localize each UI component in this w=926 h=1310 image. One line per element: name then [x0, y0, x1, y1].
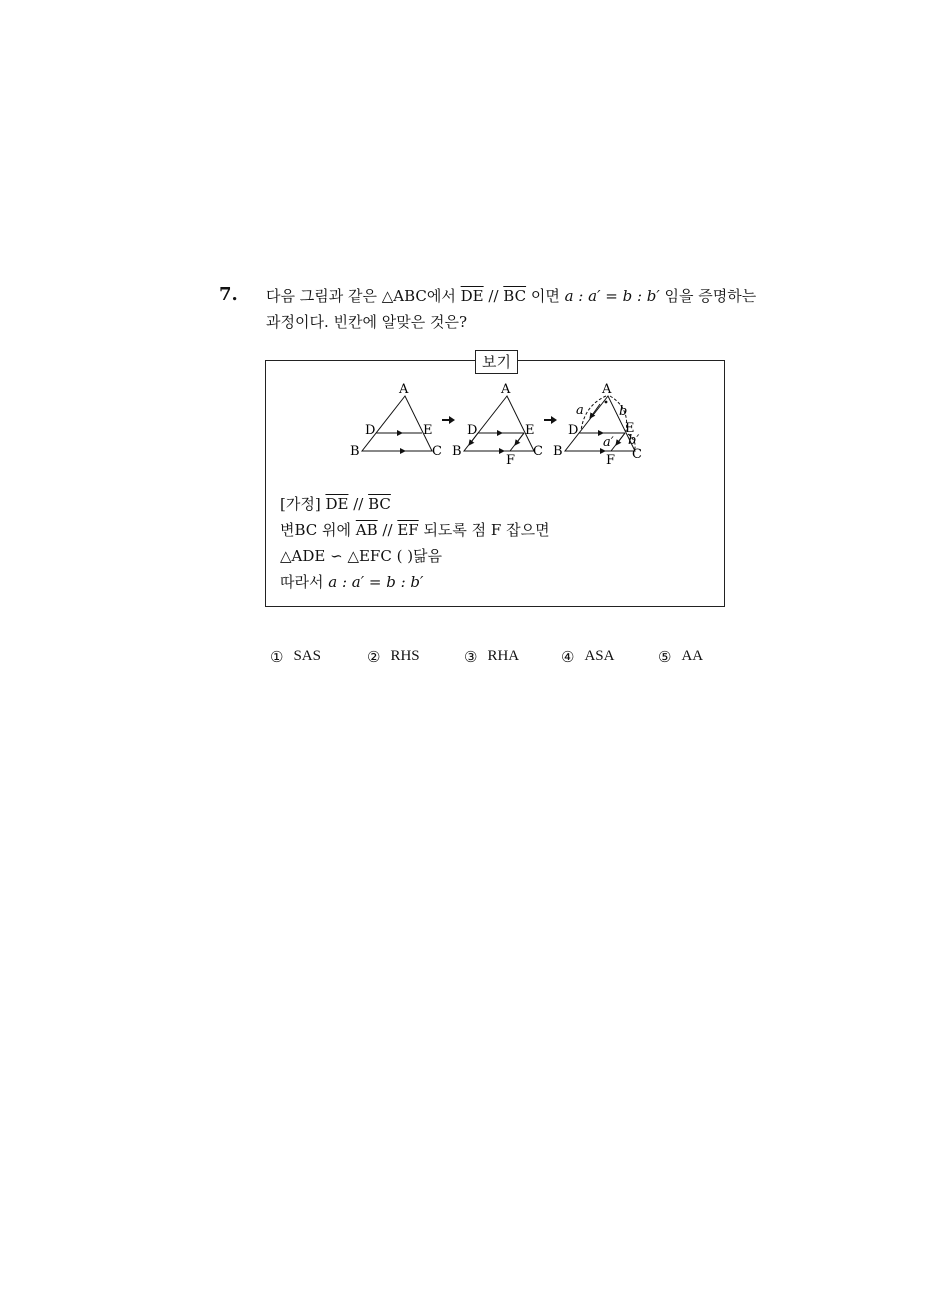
choice-3[interactable] — [464, 648, 561, 667]
choice-2-number: ② — [367, 650, 381, 666]
label-d-1: D — [365, 423, 376, 438]
example-box-title: 보기 — [475, 350, 518, 374]
choice-1-number: ① — [270, 650, 284, 666]
label-b-2: B — [452, 444, 462, 459]
choice-5[interactable] — [658, 648, 755, 667]
label-side-b-prime: b′ — [628, 433, 640, 448]
label-a-2: A — [501, 382, 511, 397]
proof-line-2 — [280, 520, 550, 540]
answer-choices — [270, 648, 755, 667]
proof-parallel-2: // — [377, 521, 398, 539]
angle-mark-3 — [605, 401, 608, 404]
label-e-1: E — [423, 423, 433, 438]
proof-formula: a : a′ = b : b′ — [328, 573, 424, 591]
label-side-a-prime: a′ — [603, 435, 614, 450]
step-arrow-2 — [544, 416, 557, 424]
label-c-1: C — [432, 444, 442, 459]
proof-line-4 — [280, 572, 423, 592]
question-number: 7. — [219, 284, 238, 305]
proof-segment-bc: $\overline{BC}$ — [368, 495, 391, 513]
label-b-3: B — [553, 444, 563, 459]
proof-suffix-2: 되도록 점 F 잡으면 — [418, 521, 550, 539]
label-d-3: D — [568, 423, 579, 438]
choice-3-text: RHA — [487, 648, 520, 664]
ratio-formula: a : a′ = b : b′ — [564, 287, 660, 305]
step-arrow-1 — [442, 416, 455, 424]
choice-4-text: ASA — [584, 648, 615, 664]
proof-prefix-2: 변BC 위에 — [280, 521, 356, 539]
proof-segment-ab: $\overline{AB}$ — [355, 521, 378, 539]
label-e-2: E — [525, 423, 535, 438]
label-c-3: C — [632, 447, 642, 462]
arrow-ef-2 — [515, 433, 524, 445]
proof-line-3: △ADE ∽ △EFC ( )닮음 — [280, 547, 443, 565]
choice-1[interactable] — [270, 648, 367, 667]
proof-parallel-1: // — [348, 495, 369, 513]
proof-segment-ef: $\overline{EF}$ — [397, 521, 419, 539]
question-line-1 — [266, 286, 756, 306]
label-e-3: E — [625, 421, 635, 436]
segment-de: $\overline{DE}$ — [460, 287, 484, 305]
label-side-b: b — [619, 404, 628, 419]
choice-5-text: AA — [681, 648, 704, 664]
choice-4-number: ④ — [561, 650, 575, 666]
question-text-b: 이면 — [526, 287, 565, 305]
proof-segment-de: $\overline{DE}$ — [325, 495, 349, 513]
proof-prefix-4: 따라서 — [280, 573, 329, 591]
question-text-a: 다음 그림과 같은 △ABC에서 — [266, 287, 461, 305]
choice-5-number: ⑤ — [658, 650, 672, 666]
label-f-3: F — [606, 453, 616, 468]
label-d-2: D — [467, 423, 478, 438]
label-a-1: A — [399, 382, 409, 397]
label-f-2: F — [506, 453, 516, 468]
triangle-figures — [340, 374, 660, 474]
choice-3-number: ③ — [464, 650, 478, 666]
choice-2[interactable] — [367, 648, 464, 667]
label-a-3: A — [602, 382, 612, 397]
segment-bc: $\overline{BC}$ — [503, 287, 527, 305]
label-c-2: C — [533, 444, 543, 459]
arrow-ef-3 — [616, 433, 625, 445]
choice-4[interactable] — [561, 648, 658, 667]
parallel-sign: // — [483, 287, 504, 305]
label-b-1: B — [350, 444, 360, 459]
question-line-2: 과정이다. 빈칸에 알맞은 것은? — [266, 313, 467, 331]
label-side-a: a — [576, 403, 584, 418]
proof-line-1 — [280, 494, 391, 514]
choice-2-text: RHS — [390, 648, 420, 664]
question-text-c: 임을 증명하는 — [659, 287, 757, 305]
choice-1-text: SAS — [293, 648, 321, 664]
proof-prefix-1: [가정] — [280, 495, 326, 513]
